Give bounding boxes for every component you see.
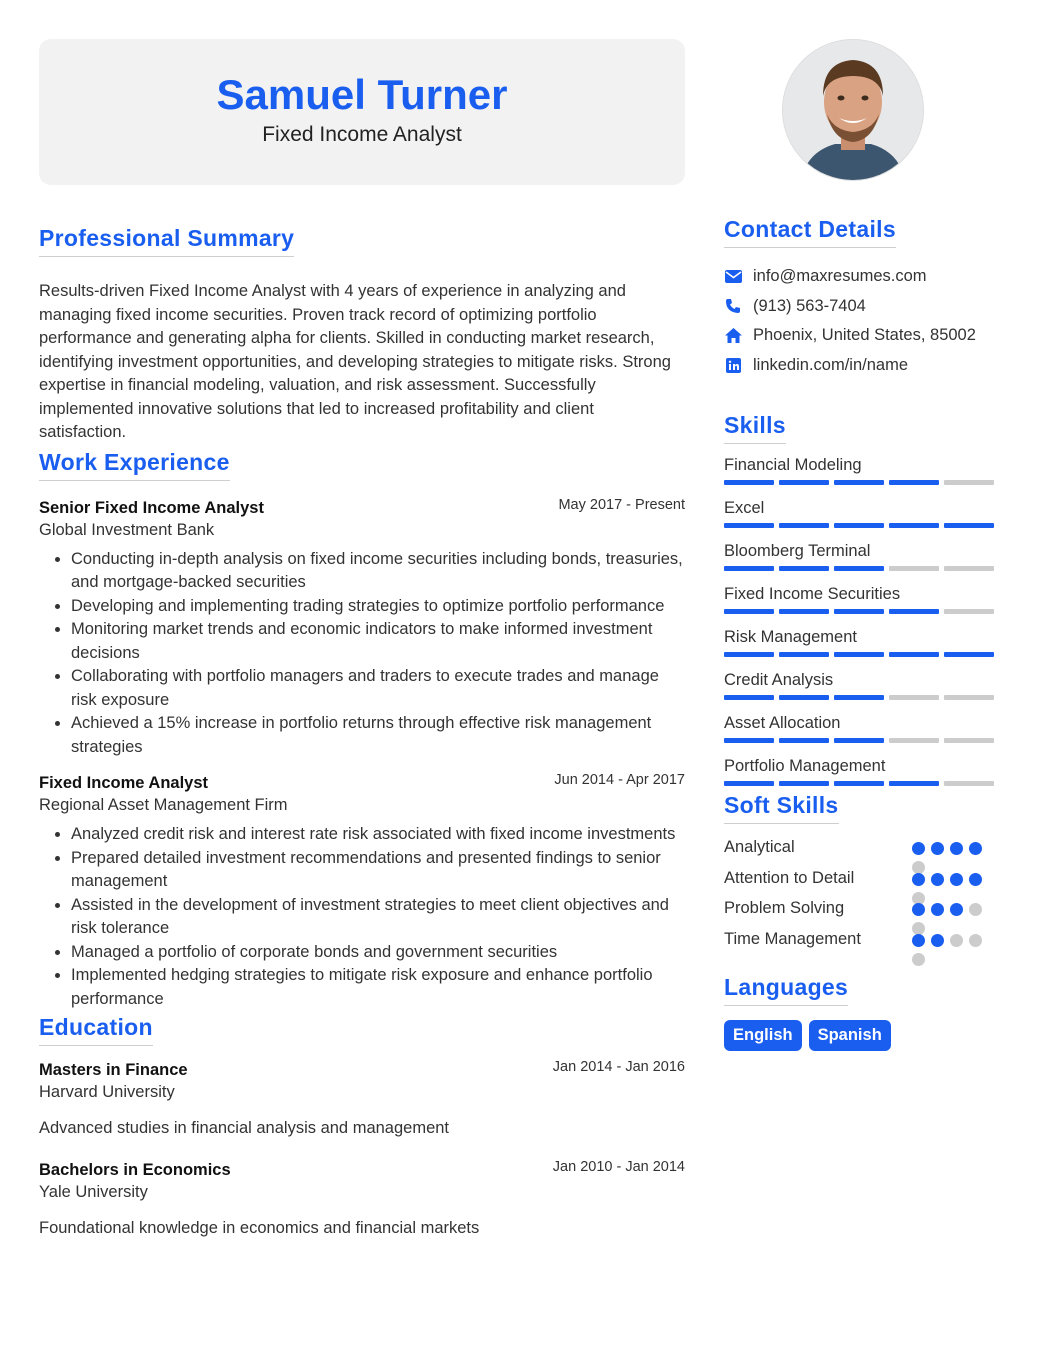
skill-level-segment (944, 738, 994, 743)
rating-dot (912, 934, 925, 947)
soft-skills-list (724, 836, 1004, 958)
languages-heading: Languages (724, 974, 848, 1006)
skill-level-bar (724, 738, 1004, 743)
language-list (724, 1020, 1004, 1051)
contact-phone[interactable] (724, 292, 1004, 322)
rating-dot (950, 873, 963, 886)
education-description: Foundational knowledge in economics and financial markets (39, 1219, 480, 1237)
skill-level-segment (779, 609, 829, 614)
job-bullet: • Achieved a 15% increase in portfolio returns through effective risk management strategies (71, 712, 685, 759)
skill-level-segment (889, 738, 939, 743)
language-badge: Spanish (809, 1020, 891, 1051)
job-bullet: • Collaborating with portfolio managers and traders to execute trades and manage risk exposure (71, 665, 685, 712)
skill-level-segment (724, 480, 774, 485)
skill-level-segment (724, 738, 774, 743)
rating-dot (969, 873, 982, 886)
job-bullet: • Implemented hedging strategies to mitigate risk exposure and enhance portfolio performance (71, 964, 685, 1011)
skill-level-segment (889, 695, 939, 700)
skill-item (724, 712, 1004, 743)
job-company: Global Investment Bank (39, 520, 215, 539)
contact-section (724, 216, 1004, 380)
job-bullet: • Analyzed credit risk and interest rate risk associated with fixed income investments (71, 823, 685, 847)
skill-level-bar (724, 566, 1004, 571)
rating-dot (912, 842, 925, 855)
skill-item (724, 755, 1004, 786)
skill-level-segment (779, 695, 829, 700)
job-bullets (39, 548, 685, 760)
rating-dot (969, 903, 982, 916)
education-description: Advanced studies in financial analysis and management (39, 1119, 450, 1137)
education-entry (39, 1061, 685, 1138)
rating-dot (969, 842, 982, 855)
linkedin-text: linkedin.com/in/name (753, 355, 908, 374)
skill-name: Portfolio Management (724, 757, 886, 775)
soft-skill-item (724, 836, 1004, 867)
sidebar (724, 39, 1004, 1051)
rating-dot (950, 842, 963, 855)
skill-name: Financial Modeling (724, 456, 862, 474)
avatar-illustration (783, 40, 923, 180)
summary-text: Results-driven Fixed Income Analyst with 4 years of experience in analyzing and managing fixed income securities. Proven track record of optimizing portfolio performance and generating alpha for clients. Skilled in conducting market research, identifying investment opportunities, and developing strategies to mitigate risks. Strong expertise in financial modeling, valuation, and risk assessment. Successfully implemented innovative solutions that led to increased profitability and client satisfaction. (39, 282, 671, 441)
skills-section (724, 412, 1004, 786)
contact-address (724, 321, 1004, 351)
skill-level-segment (779, 781, 829, 786)
education-dates: Jan 2014 - Jan 2016 (552, 1059, 685, 1075)
rating-dot (912, 903, 925, 916)
skill-level-segment (834, 781, 884, 786)
rating-dot (931, 903, 944, 916)
soft-skill-name: Analytical (724, 838, 795, 856)
skills-heading: Skills (724, 412, 786, 444)
summary-heading: Professional Summary (39, 225, 294, 257)
skill-level-segment (779, 566, 829, 571)
skill-level-bar (724, 695, 1004, 700)
skill-level-segment (889, 480, 939, 485)
address-text: Phoenix, United States, 85002 (753, 326, 976, 345)
job-dates: May 2017 - Present (558, 496, 685, 513)
skill-name: Asset Allocation (724, 714, 841, 732)
job-bullet: • Prepared detailed investment recommendations and presented findings to senior management (71, 847, 685, 894)
skill-level-segment (724, 523, 774, 528)
education-dates: Jan 2010 - Jan 2014 (552, 1159, 685, 1175)
skill-level-segment (724, 781, 774, 786)
contact-heading: Contact Details (724, 216, 896, 248)
phone-icon (724, 297, 742, 315)
skills-list (724, 454, 1004, 786)
skill-level-segment (889, 652, 939, 657)
skill-level-segment (834, 609, 884, 614)
email-text: info@maxresumes.com (753, 267, 927, 286)
languages-section (724, 974, 1004, 1051)
skill-level-segment (724, 652, 774, 657)
skill-level-segment (779, 523, 829, 528)
skill-level-segment (779, 652, 829, 657)
rating-dot (912, 873, 925, 886)
skill-name: Credit Analysis (724, 671, 834, 689)
skill-level-segment (944, 695, 994, 700)
skill-level-segment (834, 523, 884, 528)
skill-level-bar (724, 523, 1004, 528)
soft-skill-name: Problem Solving (724, 899, 845, 917)
experience-section (39, 449, 685, 1012)
rating-dot (950, 934, 963, 947)
skill-level-segment (724, 695, 774, 700)
school: Harvard University (39, 1083, 175, 1101)
education-entry (39, 1161, 685, 1238)
skill-level-segment (944, 652, 994, 657)
skill-level-segment (889, 566, 939, 571)
skill-level-segment (944, 523, 994, 528)
skill-level-segment (779, 480, 829, 485)
job-entry (39, 496, 685, 760)
skill-name: Excel (724, 499, 765, 517)
contact-email[interactable] (724, 262, 1004, 292)
candidate-name: Samuel Turner (216, 71, 508, 118)
rating-dot (969, 934, 982, 947)
soft-skill-rating (912, 934, 992, 966)
skill-level-bar (724, 781, 1004, 786)
skill-level-bar (724, 480, 1004, 485)
job-bullet: • Assisted in the development of investment strategies to meet client objectives and risk tolerance (71, 894, 685, 941)
job-title: Senior Fixed Income Analyst (39, 498, 264, 517)
profile-photo (782, 39, 924, 181)
job-bullet: • Developing and implementing trading strategies to optimize portfolio performance (71, 595, 685, 619)
skill-level-segment (834, 480, 884, 485)
soft-skill-item (724, 867, 1004, 898)
job-title: Fixed Income Analyst (39, 774, 209, 792)
rating-dot (912, 953, 925, 966)
education-section (39, 1014, 685, 1238)
skill-item (724, 454, 1004, 485)
skill-level-segment (889, 523, 939, 528)
job-entry (39, 774, 685, 1011)
soft-skills-section (724, 792, 1004, 958)
summary-section (39, 225, 685, 445)
job-bullet: • Conducting in-depth analysis on fixed income securities including bonds, treasuries, and mortgage-backed securities (71, 548, 685, 595)
skill-name: Fixed Income Securities (724, 585, 901, 603)
linkedin-icon (724, 356, 742, 374)
job-bullets (39, 823, 685, 1011)
skill-level-segment (944, 781, 994, 786)
skill-level-segment (889, 781, 939, 786)
language-badge: English (724, 1020, 802, 1051)
skill-name: Risk Management (724, 628, 857, 646)
skill-level-bar (724, 652, 1004, 657)
job-company: Regional Asset Management Firm (39, 796, 288, 814)
home-icon (724, 327, 742, 345)
soft-skill-name: Time Management (724, 929, 861, 948)
skill-level-segment (724, 566, 774, 571)
experience-heading: Work Experience (39, 449, 230, 481)
skill-level-segment (944, 480, 994, 485)
skill-item (724, 583, 1004, 614)
skill-level-segment (724, 609, 774, 614)
skill-name: Bloomberg Terminal (724, 542, 871, 560)
header-box (39, 39, 685, 185)
degree: Bachelors in Economics (39, 1161, 231, 1179)
skill-level-segment (834, 695, 884, 700)
soft-skill-name: Attention to Detail (724, 868, 855, 887)
rating-dot (931, 873, 944, 886)
candidate-title: Fixed Income Analyst (262, 123, 462, 146)
envelope-icon (724, 268, 742, 286)
job-bullet: • Managed a portfolio of corporate bonds and government securities (71, 941, 685, 965)
skill-level-segment (889, 609, 939, 614)
job-dates: Jun 2014 - Apr 2017 (554, 772, 685, 788)
skill-item (724, 626, 1004, 657)
job-bullet: • Monitoring market trends and economic indicators to make informed investment decisions (71, 618, 685, 665)
education-heading: Education (39, 1014, 153, 1046)
soft-skill-item (724, 928, 1004, 959)
skill-item (724, 497, 1004, 528)
rating-dot (931, 842, 944, 855)
skill-level-segment (834, 566, 884, 571)
soft-skills-heading: Soft Skills (724, 792, 839, 824)
soft-skill-item (724, 897, 1004, 928)
main-column (39, 39, 685, 1238)
rating-dot (931, 934, 944, 947)
skill-item (724, 540, 1004, 571)
degree: Masters in Finance (39, 1061, 188, 1079)
phone-text: (913) 563-7404 (753, 296, 866, 315)
skill-level-segment (834, 738, 884, 743)
skill-level-bar (724, 609, 1004, 614)
skill-level-segment (779, 738, 829, 743)
skill-level-segment (834, 652, 884, 657)
skill-level-segment (944, 609, 994, 614)
skill-level-segment (944, 566, 994, 571)
skill-item (724, 669, 1004, 700)
contact-linkedin[interactable] (724, 351, 1004, 381)
school: Yale University (39, 1183, 148, 1201)
rating-dot (950, 903, 963, 916)
